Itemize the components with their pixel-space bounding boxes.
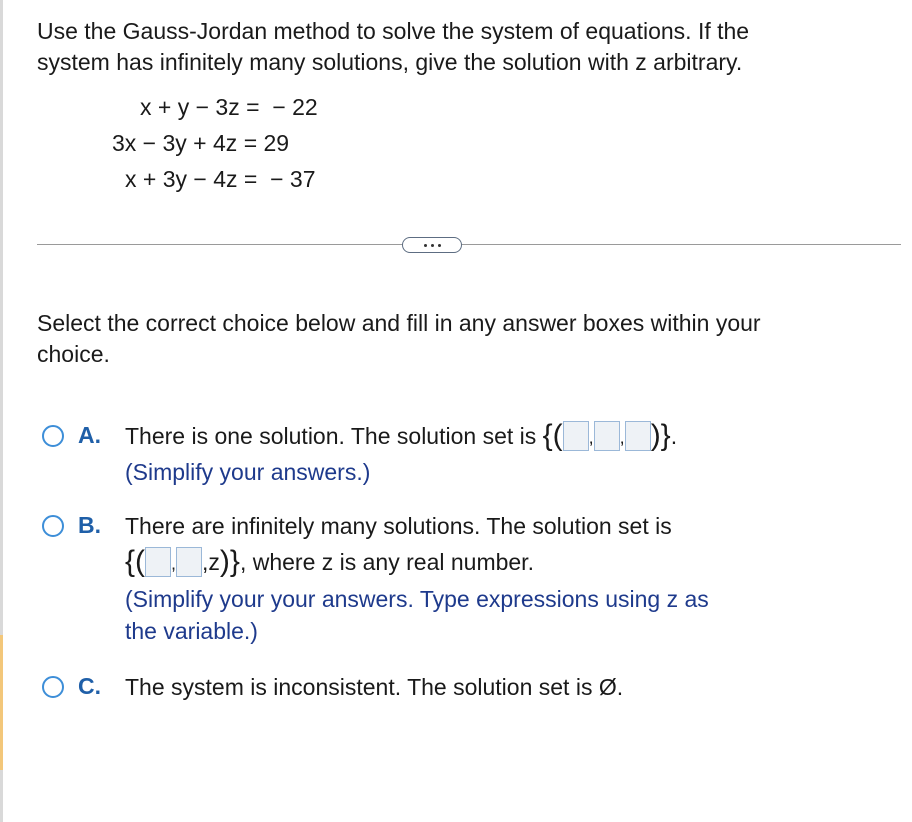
more-options-button[interactable] (402, 237, 462, 253)
choice-a-brace-close: )} (650, 419, 671, 453)
choice-b-answer-line: {( , ,z)}, where z is any real number. (125, 545, 534, 579)
choice-b-brace-close: )} (219, 545, 240, 579)
choice-a-radio[interactable] (42, 425, 64, 447)
choice-b-text: There are infinitely many solutions. The solution set is (125, 513, 672, 539)
choice-b-letter: B. (78, 512, 101, 538)
choice-b-hint-line-2: the variable.) (125, 618, 258, 644)
choice-c-radio[interactable] (42, 676, 64, 698)
choice-a-letter: A. (78, 422, 101, 448)
divider (37, 244, 901, 245)
choice-a-text: There is one solution. The solution set is (125, 423, 537, 449)
instructions-line-1: Select the correct choice below and fill in any answer boxes within your (37, 310, 761, 336)
choice-a-brace-open: {( (542, 419, 563, 453)
equation-3: x + 3y − 4z = − 37 (125, 166, 316, 192)
ellipsis-icon (424, 244, 427, 247)
choice-a-period: . (670, 423, 678, 449)
instructions-line-2: choice. (37, 341, 110, 367)
equation-1: x + y − 3z = − 22 (140, 94, 318, 120)
left-accent-bar (0, 635, 3, 770)
choice-b-hint-line-1: (Simplify your your answers. Type expressions using z as (125, 586, 709, 612)
choice-b-answer-box-1[interactable] (145, 547, 171, 577)
equation-2: 3x − 3y + 4z = 29 (112, 130, 290, 156)
choice-c-letter: C. (78, 673, 101, 699)
choice-b-z-label: ,z (202, 549, 220, 575)
choice-a-answer-box-3[interactable] (625, 421, 651, 451)
choice-a-answer-box-2[interactable] (594, 421, 620, 451)
question-line-1: Use the Gauss-Jordan method to solve the system of equations. If the (37, 18, 750, 44)
choice-a-answer-box-1[interactable] (563, 421, 589, 451)
choice-b-answer-box-2[interactable] (176, 547, 202, 577)
choice-b-brace-open: {( (125, 545, 146, 579)
choice-a-text-line: There is one solution. The solution set is {( , , )}. (125, 419, 678, 453)
question-line-2: system has infinitely many solutions, give the solution with z arbitrary. (37, 49, 743, 75)
instructions-text (37, 308, 877, 370)
choice-a-hint: (Simplify your answers.) (125, 459, 371, 485)
choice-b-radio[interactable] (42, 515, 64, 537)
question-text (37, 16, 877, 78)
choice-c-text: The system is inconsistent. The solution set is Ø. (125, 674, 624, 700)
choice-b-tail: , where z is any real number. (239, 549, 534, 575)
